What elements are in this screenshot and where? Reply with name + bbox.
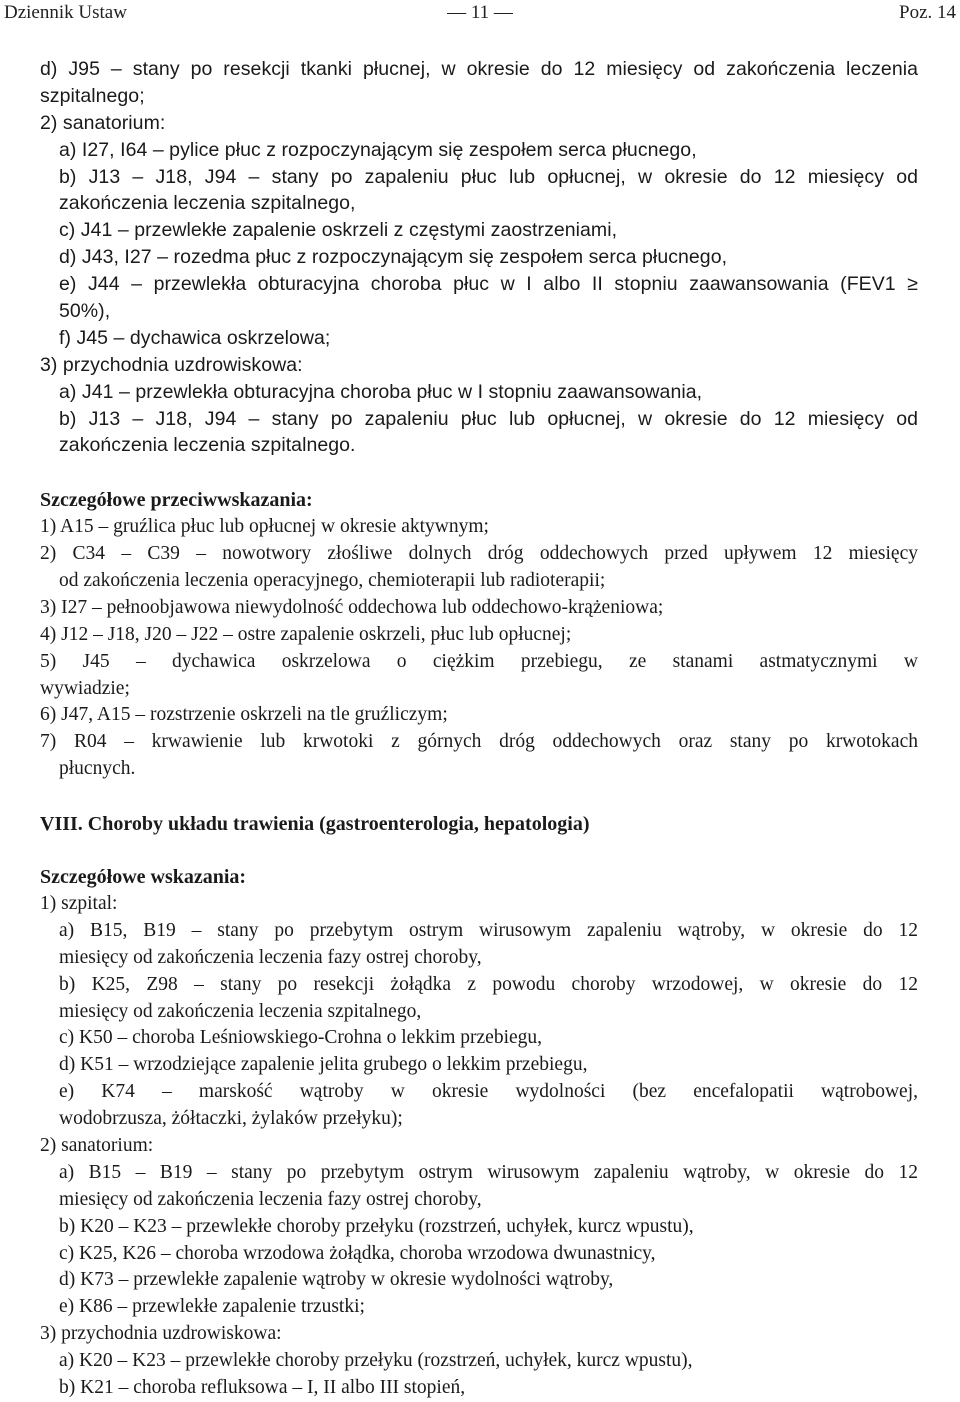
list-item: c) K25, K26 – choroba wrzodowa żołądka, choroba wrzodowa dwunastnicy, (59, 1242, 656, 1264)
list-item: f) J45 – dychawica oskrzelowa; (59, 326, 331, 349)
list-item: e) J44 – przewlekła obturacyjna choroba płuc w I albo II stopniu zaawansowania (FEV1 ≥ (59, 273, 918, 296)
list-item: b) J13 – J18, J94 – stany po zapaleniu płuc lub opłucnej, w okresie do 12 miesięcy od (59, 407, 918, 430)
list-item: a) I27, I64 – pylice płuc z rozpoczynającym się zespołem serca płucnego, (59, 138, 697, 161)
list-item: 3) I27 – pełnoobjawowa niewydolność oddechowa lub oddechowo-krążeniowa; (40, 596, 664, 618)
list-item: e) K74 – marskość wątroby w okresie wydolności (bez encefalopatii wątrobowej, (59, 1081, 918, 1103)
list-item: miesięcy od zakończenia leczenia fazy ostrej choroby, (59, 1188, 482, 1210)
list-item: 7) R04 – krwawienie lub krwotoki z górnych dróg oddechowych oraz stany po krwotokach (40, 731, 918, 753)
journal-title: Dziennik Ustaw (4, 2, 127, 23)
position-number: Poz. 14 (899, 2, 956, 23)
list-item: a) B15 – B19 – stany po przebytym ostrym wirusowym zapaleniu wątroby, w okresie do 12 (59, 1161, 918, 1183)
list-item: 3) przychodnia uzdrowiskowa: (40, 353, 303, 376)
list-item: 1) szpital: (40, 892, 118, 914)
list-item: c) J41 – przewlekłe zapalenie oskrzeli z częstymi zaostrzeniami, (59, 219, 618, 242)
list-item: wodobrzusza, żółtaczki, żylaków przełyku); (59, 1108, 403, 1130)
list-item: płucnych. (59, 758, 136, 780)
indications-heading: Szczegółowe wskazania: (40, 866, 247, 889)
list-item: miesięcy od zakończenia leczenia szpitalnego, (59, 1000, 422, 1022)
contraindications (40, 487, 918, 783)
section-heading (40, 811, 918, 838)
list-item: 2) sanatorium: (40, 111, 166, 134)
list-item: a) J41 – przewlekła obturacyjna choroba płuc w I stopniu zaawansowania, (59, 380, 703, 403)
section-title: Choroby układu trawienia (gastroenterologia, hepatologia) (87, 813, 590, 836)
list-item: d) J95 – stany po resekcji tkanki płucnej, w okresie do 12 miesięcy od zakończenia leczenia (40, 58, 918, 80)
list-item: b) J13 – J18, J94 – stany po zapaleniu płuc lub opłucnej, w okresie do 12 miesięcy od (59, 165, 918, 188)
list-item: d) K51 – wrzodziejące zapalenie jelita grubego o lekkim przebiegu, (59, 1054, 588, 1076)
list-item: 6) J47, A15 – rozstrzenie oskrzeli na tle gruźliczym; (40, 704, 448, 726)
pulmonary-indications (40, 56, 918, 459)
list-item: a) B15, B19 – stany po przebytym ostrym wirusowym zapaleniu wątroby, w okresie do 12 (59, 919, 918, 941)
list-item: zakończenia leczenia szpitalnego, (59, 192, 356, 215)
list-item: wywiadzie; (40, 677, 130, 699)
list-item: b) K25, Z98 – stany po resekcji żołądka z powodu choroby wrzodowej, w okresie do 12 (59, 973, 918, 995)
page-header (0, 0, 960, 30)
list-item: d) J43, I27 – rozedma płuc z rozpoczynającym się zespołem serca płucnego, (59, 246, 728, 269)
list-item: 50%), (59, 300, 111, 323)
document-body (40, 56, 918, 1402)
list-item: a) K20 – K23 – przewlekłe choroby przełyku (rozstrzeń, uchyłek, kurcz wpustu), (59, 1350, 693, 1372)
list-item: 5) J45 – dychawica oskrzelowa o ciężkim przebiegu, ze stanami astmatycznymi w (40, 650, 918, 672)
list-item: 1) A15 – gruźlica płuc lub opłucnej w okresie aktywnym; (40, 516, 489, 538)
contraindications-heading: Szczegółowe przeciwwskazania: (40, 489, 313, 512)
page-number: — 11 — (447, 2, 513, 23)
list-item: 2) sanatorium: (40, 1134, 154, 1156)
list-item: b) K20 – K23 – przewlekłe choroby przełyku (rozstrzeń, uchyłek, kurcz wpustu), (59, 1215, 694, 1237)
list-item: d) K73 – przewlekłe zapalenie wątroby w okresie wydolności wątroby, (59, 1269, 614, 1291)
list-item: 3) przychodnia uzdrowiskowa: (40, 1323, 282, 1345)
list-item: c) K50 – choroba Leśniowskiego-Crohna o lekkim przebiegu, (59, 1027, 543, 1049)
list-item: szpitalnego; (40, 84, 145, 107)
list-item: zakończenia leczenia szpitalnego. (59, 434, 356, 457)
list-item: b) K21 – choroba refluksowa – I, II albo III stopień, (59, 1376, 466, 1398)
section-numeral: VIII. (40, 813, 83, 836)
list-item: od zakończenia leczenia operacyjnego, chemioterapii lub radioterapii; (59, 570, 606, 592)
list-item: 4) J12 – J18, J20 – J22 – ostre zapalenie oskrzeli, płuc lub opłucnej; (40, 623, 572, 645)
list-item: e) K86 – przewlekłe zapalenie trzustki; (59, 1296, 365, 1318)
list-item: miesięcy od zakończenia leczenia fazy ostrej choroby, (59, 946, 482, 968)
gastro-indications (40, 864, 918, 1402)
list-item: 2) C34 – C39 – nowotwory złośliwe dolnych dróg oddechowych przed upływem 12 miesięcy (40, 543, 918, 565)
